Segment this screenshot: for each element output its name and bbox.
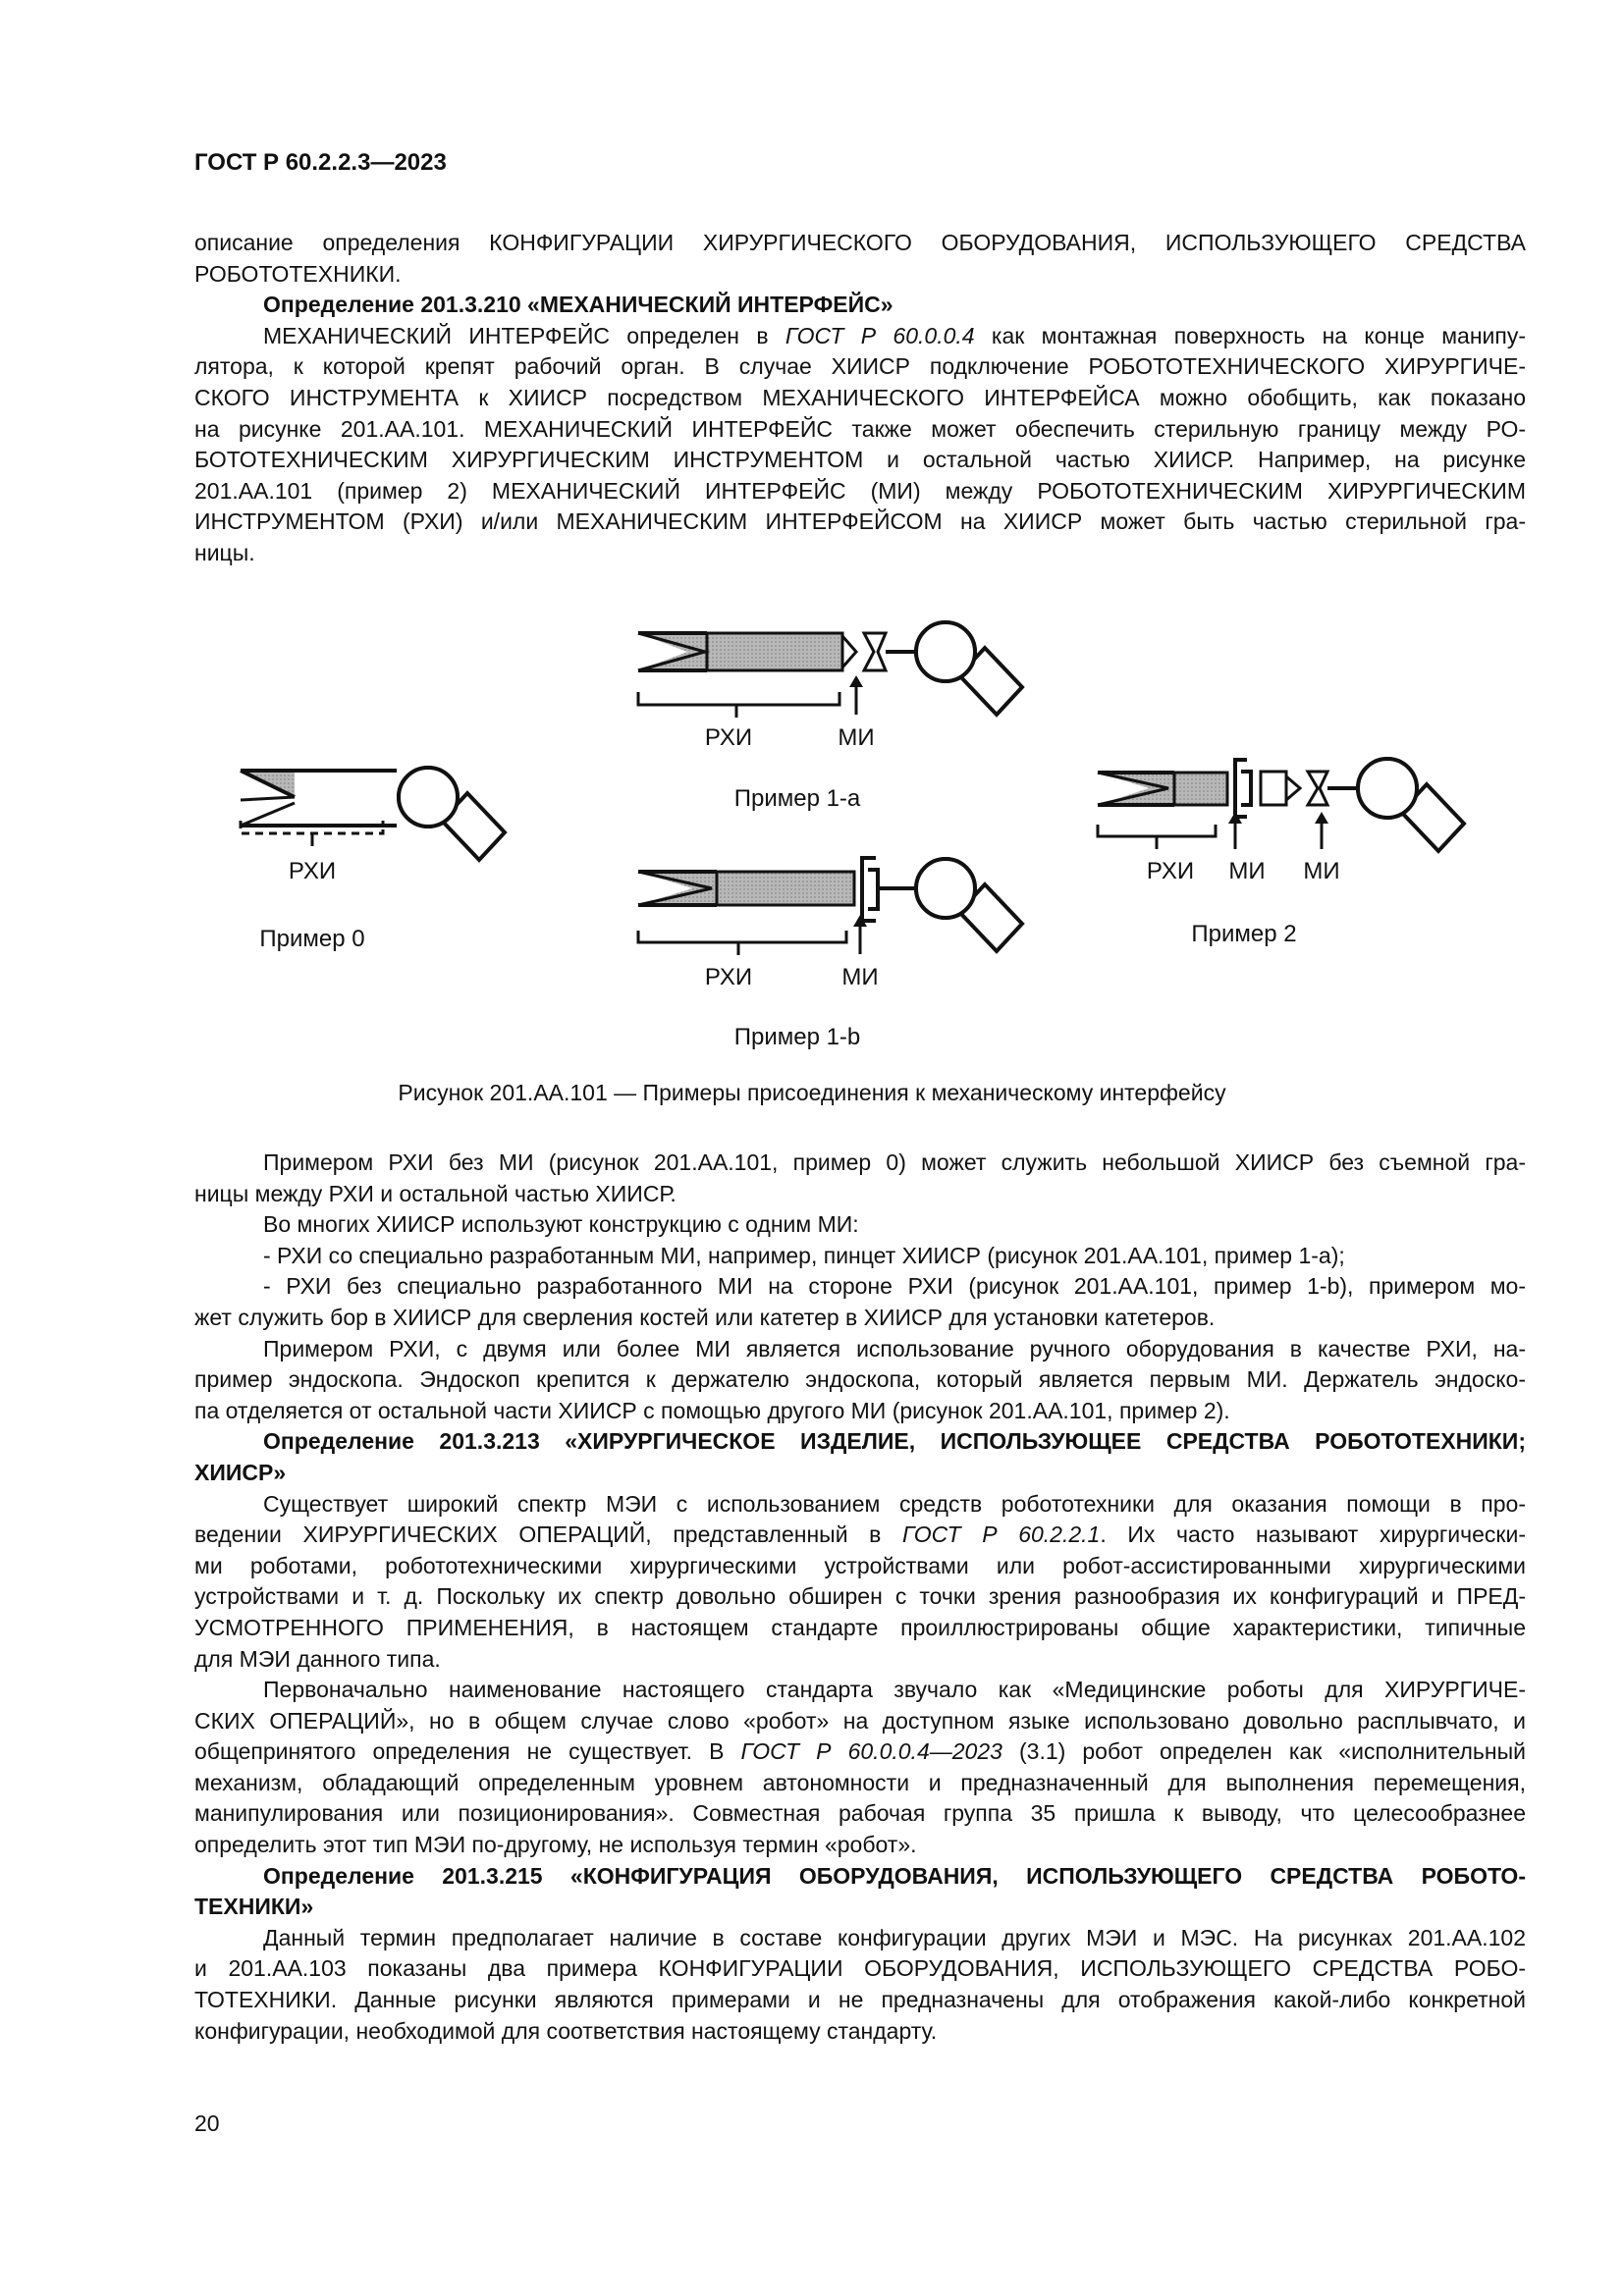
text-line: Первоначально наименование настоящего стандарта звучало как «Медицинские роботы для ХИРУРГИЧЕ-	[263, 1677, 1526, 1703]
text-line: определить этот тип МЭИ по-другому, не используя термин «робот».	[194, 1832, 917, 1858]
text-line: пример эндоскопа. Эндоскоп крепится к держателю эндоскопа, который является первым МИ. Держатель эндоско-	[194, 1366, 1526, 1393]
text-line: механизм, обладающий определенным уровнем автономности и предназначенный для выполнения перемещения,	[194, 1769, 1526, 1795]
definition-heading-213-cont: ХИИСР»	[194, 1459, 287, 1485]
caption-example-1a: Пример 1-а	[733, 785, 861, 812]
caption-example-2: Пример 2	[1191, 921, 1297, 947]
text-line: лятора, к которой крепят рабочий орган. В случае ХИИСР подключение РОБОТОТЕХНИЧЕСКОГО ХИРУРГИЧЕ-	[194, 353, 1526, 380]
example-0-diagram	[241, 768, 505, 860]
label-mi-2b: МИ	[1303, 858, 1340, 884]
label-mi-2a: МИ	[1228, 858, 1266, 884]
label-rhi-1b: РХИ	[704, 964, 753, 990]
label-rhi-2: РХИ	[1146, 858, 1195, 884]
text-line: для МЭИ данного типа.	[194, 1645, 441, 1672]
label-mi-1b: МИ	[841, 964, 879, 990]
definition-heading-215: Определение 201.3.215 «КОНФИГУРАЦИЯ ОБОРУДОВАНИЯ, ИСПОЛЬЗУЮЩЕГО СРЕДСТВА РОБОТО-	[263, 1862, 1526, 1889]
text-line: МЕХАНИЧЕСКИЙ ИНТЕРФЕЙС определен в ГОСТ Р 60.0.0.4 как монтажная поверхность на конце манипу-	[263, 322, 1527, 348]
example-1a-diagram	[638, 622, 1022, 718]
figure-201-aa-101	[0, 0, 1624, 1070]
standard-reference: ГОСТ Р 60.0.0.4	[785, 322, 975, 348]
text-line: Примером РХИ, с двумя или более МИ является использование ручного оборудования в качестве РХИ, на-	[263, 1335, 1526, 1362]
text-line: описание определения КОНФИГУРАЦИИ ХИРУРГИЧЕСКОГО ОБОРУДОВАНИЯ, ИСПОЛЬЗУЮЩЕГО СРЕДСТВА	[194, 230, 1526, 255]
text-line: конфигурации, необходимой для соответствия настоящему стандарту.	[194, 2017, 938, 2044]
text-line: БОТОТЕХНИЧЕСКИМ ХИРУРГИЧЕСКИМ ИНСТРУМЕНТОМ и остальной частью ХИИСР. Например, на рисунке	[194, 447, 1526, 473]
label-mi-1a: МИ	[838, 724, 875, 751]
example-2-diagram	[1098, 759, 1464, 851]
caption-example-0: Пример 0	[259, 926, 365, 952]
text-line: ми роботами, робототехническими хирургическими устройствами или робот-ассистированными хирургическими	[194, 1552, 1526, 1578]
example-1b-diagram	[638, 858, 1022, 955]
text-line: ИНСТРУМЕНТОМ (РХИ) и/или МЕХАНИЧЕСКИМ ИНТЕРФЕЙСОМ на ХИИСР может быть частью стерильной гра-	[194, 508, 1526, 535]
text-line: Существует широкий спектр МЭИ с использованием средств робототехники для оказания помощи в про-	[263, 1490, 1526, 1517]
text-block-bottom	[194, 1148, 1526, 2047]
text-line: ницы.	[194, 539, 255, 565]
text-line: ТОТЕХНИКИ. Данные рисунки являются примерами и не предназначены для отображения какой-либо конкретной	[194, 1987, 1526, 2013]
document-header: ГОСТ Р 60.2.2.3—2023	[194, 149, 447, 176]
figure-caption: Рисунок 201.АА.101 — Примеры присоединения к механическому интерфейсу	[398, 1080, 1226, 1105]
caption-example-1b: Пример 1-b	[733, 1024, 861, 1050]
text-line: СКИХ ОПЕРАЦИЙ», но в общем случае слово «робот» на доступном языке использовано довольно расплывчато, и	[194, 1707, 1526, 1734]
page-number: 20	[194, 2110, 220, 2136]
text-line: манипулирования или позиционирования». Совместная рабочая группа 35 пришла к выводу, что целесообразнее	[194, 1800, 1526, 1827]
text-line: Во многих ХИИСР используют конструкцию с одним МИ:	[263, 1211, 859, 1238]
text-line: жет служить бор в ХИИСР для сверления костей или катетер в ХИИСР для установки катетеров.	[194, 1304, 1216, 1330]
list-item: - РХИ со специально разработанным МИ, например, пинцет ХИИСР (рисунок 201.АА.101, пример 1-а);	[263, 1242, 1345, 1268]
text-line: устройствами и т. д. Поскольку их спектр довольно обширен с точки зрения разнообразия их конфигураций и ПРЕД-	[194, 1583, 1526, 1610]
text-line: РОБОТОТЕХНИКИ.	[194, 260, 402, 287]
label-rhi-0: РХИ	[288, 858, 337, 884]
definition-heading-215-cont: ТЕХНИКИ»	[194, 1894, 314, 1920]
text-line: Примером РХИ без МИ (рисунок 201.АА.101, пример 0) может служить небольшой ХИИСР без съемной гра-	[263, 1149, 1526, 1175]
label-rhi-1a: РХИ	[704, 724, 753, 751]
text-line: ведении ХИРУРГИЧЕСКИХ ОПЕРАЦИЙ, представленный в ГОСТ Р 60.2.2.1. Их часто называют хирургически-	[194, 1522, 1526, 1548]
text-line: и 201.АА.103 показаны два примера КОНФИГУРАЦИИ ОБОРУДОВАНИЯ, ИСПОЛЬЗУЮЩЕГО СРЕДСТВА РОБО-	[194, 1955, 1526, 1982]
definition-heading-213: Определение 201.3.213 «ХИРУРГИЧЕСКОЕ ИЗДЕЛИЕ, ИСПОЛЬЗУЮЩЕЕ СРЕДСТВА РОБОТОТЕХНИКИ;	[263, 1428, 1526, 1455]
text-line: общепринятого определения не существует. В ГОСТ Р 60.0.0.4—2023 (3.1) робот определен как «исполнительный	[194, 1738, 1526, 1765]
text-line: СКОГО ИНСТРУМЕНТА к ХИИСР посредством МЕХАНИЧЕСКОГО ИНТЕРФЕЙСА можно обобщить, как показано	[194, 384, 1526, 410]
text-line: УСМОТРЕННОГО ПРИМЕНЕНИЯ, в настоящем стандарте проиллюстрированы общие характеристики, типичные	[194, 1614, 1526, 1640]
definition-heading-210: Определение 201.3.210 «МЕХАНИЧЕСКИЙ ИНТЕРФЕЙС»	[263, 292, 893, 318]
text-line: па отделяется от остальной части ХИИСР с помощью другого МИ (рисунок 201.АА.101, пример 2).	[194, 1397, 1230, 1423]
text-line: 201.АА.101 (пример 2) МЕХАНИЧЕСКИЙ ИНТЕРФЕЙС (МИ) между РОБОТОТЕХНИЧЕСКИМ ХИРУРГИЧЕСКИМ	[194, 477, 1526, 504]
standard-reference: ГОСТ Р 60.0.0.4—2023	[740, 1738, 1002, 1765]
text-line: ницы между РХИ и остальной частью ХИИСР.	[194, 1180, 677, 1206]
text-line: Данный термин предполагает наличие в составе конфигурации других МЭИ и МЭС. На рисунках 201.АА.102	[263, 1924, 1526, 1950]
list-item: - РХИ без специально разработанного МИ на стороне РХИ (рисунок 201.АА.101, пример 1-b), примером мо-	[263, 1273, 1526, 1300]
text-line: на рисунке 201.АА.101. МЕХАНИЧЕСКИЙ ИНТЕРФЕЙС также может обеспечить стерильную границу между РО-	[194, 415, 1526, 442]
standard-reference: ГОСТ Р 60.2.2.1	[902, 1522, 1101, 1548]
